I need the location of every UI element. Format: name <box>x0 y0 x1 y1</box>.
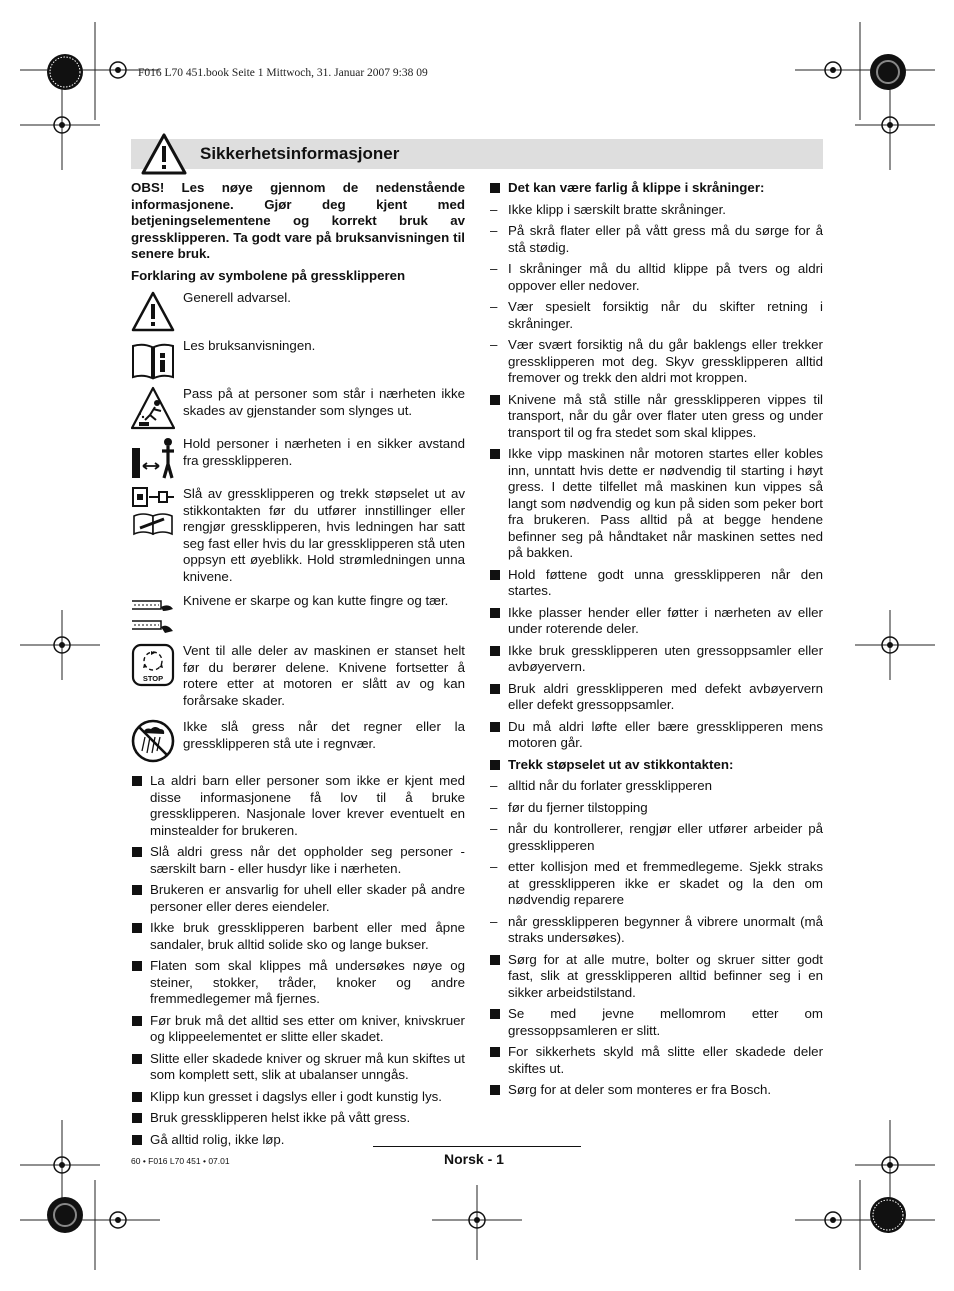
symbol-text: Knivene er skarpe og kan kutte fingre og tær. <box>183 593 449 608</box>
list-item: – I skråninger må du alltid klippe på tvers og aldri oppover eller nedover. <box>489 261 823 294</box>
symbols-heading: Forklaring av symbolene på gressklipperen <box>131 267 406 283</box>
unplug-icon <box>131 486 175 536</box>
symbol-text: Generell advarsel. <box>183 290 291 305</box>
list-item: Gå alltid rolig, ikke løp. <box>131 1132 465 1149</box>
list-item: Ikke plasser hender eller føtter i nærheten av eller under roterende deler. <box>489 605 823 638</box>
symbol-text: Vent til alle deler av maskinen er stanset helt før du berører delene. Knivene fortsetter å rotere etter at motoren er slått av og kan forårsake skader. <box>183 643 465 708</box>
list-item: Bruk gressklipperen helst ikke på vått gress. <box>131 1110 465 1127</box>
list-item: Før bruk må det alltid ses etter om kniver, knivskruer og klippeelementet er slitte eller skadet. <box>131 1013 465 1046</box>
page-title: Sikkerhetsinformasjoner <box>200 144 400 163</box>
symbol-thrown-objects <box>131 386 465 426</box>
symbol-text: Hold personer i nærheten i en sikker avstand fra gressklipperen. <box>183 436 465 468</box>
symbol-text: Ikke slå gress når det regner eller la gressklipperen stå ute i regnvær. <box>183 719 465 751</box>
symbol-text: Les bruksanvisningen. <box>183 338 316 353</box>
list-item: Ikke bruk gressklipperen uten gressoppsamler eller avbøyervern. <box>489 643 823 676</box>
list-item: Sørg for at alle mutre, bolter og skruer sitter godt fast, slik at gressklipperen alltid befinner seg i en sikker arbeidstilstand. <box>489 952 823 1002</box>
intro-warning: OBS! Les nøye gjennom de nedenstående informasjonene. Gjør deg kjent med betjeningselementene og korrekt bruk av gressklipperen. Ta godt vare på bruksanvisningen til senere bruk. <box>131 180 465 261</box>
thrown-objects-icon <box>131 386 175 430</box>
list-item: Hold føttene godt unna gressklipperen når den startes. <box>489 567 823 600</box>
list-item: Slitte eller skadede kniver og skruer må kun skiftes ut som komplett sett, slik at ubalanser unngås. <box>131 1051 465 1084</box>
print-metadata: F016 L70 451.book Seite 1 Mittwoch, 31. Januar 2007 9:38 09 <box>138 67 428 79</box>
list-item: La aldri barn eller personer som ikke er kjent med disse informasjonene få lov til å bruke gressklipperen. Nasjonale lover krever eventuelt en minstealder for brukeren. <box>131 773 465 839</box>
list-item: Se med jevne mellomrom etter om gressoppsamleren er slitt. <box>489 1006 823 1039</box>
list-item: – alltid når du forlater gressklipperen <box>489 778 823 795</box>
safe-distance-icon <box>131 436 175 480</box>
left-column <box>131 180 465 1153</box>
no-rain-icon <box>131 719 175 763</box>
list-item: – Vær spesielt forsiktig når du skifter retning i skråninger. <box>489 299 823 332</box>
sharp-blades-icon <box>131 593 175 637</box>
list-item: – Ikke klipp i særskilt bratte skråninger. <box>489 202 823 219</box>
symbol-safe-distance <box>131 436 465 476</box>
footer-code: 60 • F016 L70 451 • 07.01 <box>131 1156 230 1166</box>
symbol-text: Slå av gressklipperen og trekk støpselet ut av stikkontakten før du utfører innstillinger eller rengjør gressklipperen, hvis ledningen har satt seg fast eller hvis du lar gressklipperen stå uten oppsyn ett øyeblikk. Hold strømledningen unna knivene. <box>183 486 465 584</box>
symbol-general-warning <box>131 290 465 328</box>
warning-triangle-icon <box>141 133 187 175</box>
list-item: Flaten som skal klippes må undersøkes nøye og steiner, stokker, tråder, knoker og andre fremmedlegemer må fjernes. <box>131 958 465 1008</box>
list-item: Ikke vipp maskinen når motoren startes eller kobles inn, unntatt hvis dette er nødvendig til starting i høyt gress. I dette tilfellet må maskinen kun vippes så langt som nødvendig og kun på siden som peker bort fra brukeren. Pass alltid på at begge hendene befinner seg på håndtaket når maskinen settes ned på bakken. <box>489 446 823 562</box>
symbol-sharp-blades <box>131 593 465 633</box>
page-number: Norsk - 1 <box>444 1151 504 1167</box>
manual-book-icon <box>131 338 175 382</box>
symbol-unplug <box>131 486 465 585</box>
symbol-read-manual <box>131 338 465 376</box>
list-item: Knivene må stå stille når gressklipperen vippes til transport, når du går over flater uten gress og under transport til og fra stedet som skal klippes. <box>489 392 823 442</box>
list-item: – etter kollisjon med et fremmedlegeme. Sjekk straks at gressklipperen ikke er skadet og la den om nødvendig reparere <box>489 859 823 909</box>
list-item: – når gressklipperen begynner å vibrere unormalt (må straks undersøkes). <box>489 914 823 947</box>
symbol-text: Pass på at personer som står i nærheten ikke skades av gjenstander som slynges ut. <box>183 386 465 418</box>
symbol-no-rain <box>131 719 465 763</box>
list-item: – På skrå flater eller på vått gress må du sørge for å stå stødig. <box>489 223 823 256</box>
right-column <box>489 180 823 1104</box>
list-item: Ikke bruk gressklipperen barbent eller med åpne sandaler, bruk alltid solide sko og lange bukser. <box>131 920 465 953</box>
unplug-heading: Trekk støpselet ut av stikkontakten: <box>489 757 823 774</box>
list-item: For sikkerhets skyld må slitte eller skadede deler skiftes ut. <box>489 1044 823 1077</box>
list-item: Brukeren er ansvarlig for uhell eller skader på andre personer eller deres eiendeler. <box>131 882 465 915</box>
stop-rotation-icon <box>131 643 175 687</box>
warning-triangle-icon <box>131 290 175 334</box>
list-item: – når du kontrollerer, rengjør eller utfører arbeider på gressklipperen <box>489 821 823 854</box>
list-item: – før du fjerner tilstopping <box>489 800 823 817</box>
list-item: Bruk aldri gressklipperen med defekt avbøyervern eller defekt gressoppsamler. <box>489 681 823 714</box>
list-item: Slå aldri gress når det oppholder seg personer - særskilt barn - eller husdyr like i nærheten. <box>131 844 465 877</box>
symbol-wait-stop <box>131 643 465 709</box>
stop-label: STOP <box>142 674 164 683</box>
list-item: Du må aldri løfte eller bære gressklipperen mens motoren går. <box>489 719 823 752</box>
slope-heading: Det kan være farlig å klippe i skråninger: <box>489 180 823 197</box>
footer-rule <box>373 1146 581 1147</box>
list-item: Klipp kun gresset i dagslys eller i godt kunstig lys. <box>131 1089 465 1106</box>
list-item: Sørg for at deler som monteres er fra Bosch. <box>489 1082 823 1099</box>
list-item: – Vær svært forsiktig nå du går baklengs eller trekker gressklipperen mot deg. Skyv gressklipperen alltid fremover og trekk den aldri mot kroppen. <box>489 337 823 387</box>
